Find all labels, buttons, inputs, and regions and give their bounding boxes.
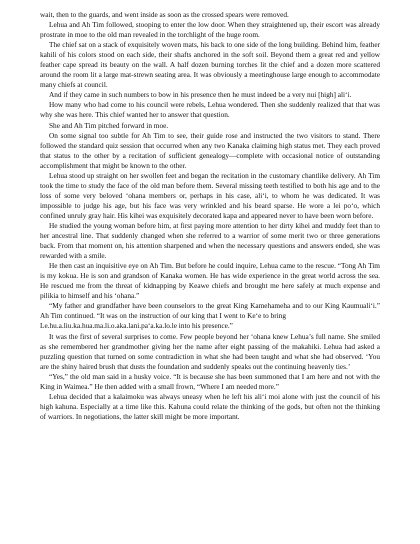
paragraph-15: Lehua decided that a kalaimoku was always uneasy when he left his ali‘i moi alone with just the council of his high kahuna. Especially at a time like this. Kahuna could relate the thinking of the gods, but often not the thinking of warriors. In negotiations, the latter skill might be more important. [40, 391, 380, 421]
paragraph-7: On some signal too subtle for Ah Tim to see, their guide rose and instructed the two visitors to stand. There followed the standard quiz session that occurred when any two Kanaka claiming high status met. They each proved that status to the other by a recitation of sufficient genealogy—complete with occasional notice of outstanding accomplishment that might be known to the other. [40, 130, 380, 170]
paragraph-9: He studied the young woman before him, at first paying more attention to her dirty kihei and muddy feet than to her ancestral line. That suddenly changed when she referred to a warrior of some merit two or three generations back. From that moment on, his attention sharpened and when the necessary questions and answers ended, she was rewarded with a smile. [40, 220, 380, 261]
paragraph-5: How many who had come to his council were rebels, Lehua wondered. Then she suddenly realized that that was why she was here. This chief wanted her to answer that question. [40, 100, 380, 120]
paragraph-8: Lehua stood up straight on her swollen feet and began the recitation in the customary chantlike delivery. Ah Tim took the time to study the face of the old man before them. Several missing teeth testified to both his age and to the loss of some very beloved ‘ohana members or, perhaps in his case, ali‘i, to whom he was dedicated. It was impossible to judge his age, but his face was very wrinkled and his beard sparse. He wore a lei po‘o, which confined unruly gray hair. His kihei was exquisitely decorated kapa and appeared never to have been worn before. [40, 170, 380, 220]
paragraph-14: “Yes,” the old man said in a husky voice. “It is because she has been summoned that I am here and not with the King in Waimea.” He then added with a small frown, “Where I am needed more.” [40, 371, 380, 391]
paragraph-2: Lehua and Ah Tim followed, stooping to enter the low door. When they straightened up, their escort was already prostrate in moe to the old man revealed in the torchlight of the huge room. [40, 20, 380, 40]
paragraph-10: He then cast an inquisitive eye on Ah Tim. But before he could inquire, Lehua came to the rescue. “Tong Ah Tim is my kokua. He is son and grandson of Kanaka women. He has wide experience in the great world across the sea. He rescued me from the threat of kidnapping by Keawe chiefs and brought me here safely at much expense and pilikia to himself and his ‘ohana.” [40, 261, 380, 301]
paragraph-3: The chief sat on a stack of exquisitely woven mats, his back to one side of the long building. Behind him, feather kahili of his colors stood on each side, their shafts anchored in the soft soil. Beyond them a great red and yellow feather cape spread its beauty on the wall. A half dozen burning torches lit the chief and a dozen more scattered around the room lit a large mat-strewn seating area. It was obviously a meetinghouse large enough to accommodate many chiefs at council. [40, 40, 380, 90]
full-name-line: Le.hu.a.liu.ka.hua.ma.li.o.aka.lani.pa‘a.ka.lo.le into his presence.” [40, 321, 233, 331]
paragraph-1: wait, then to the guards, and went inside as soon as the crossed spears were removed. [40, 10, 289, 19]
paragraph-11: “My father and grandfather have been counselors to the great King Kamehameha and to our King Kaumuali‘i.” Ah Tim continued. “It was on the instruction of our king that I went to Ke‘e to bring [40, 301, 380, 321]
paragraph-13: It was the first of several surprises to come. Few people beyond her ‘ohana knew Lehua’s full name. She smiled as she remembered her grandmother giving her the name after eight passing of the makahiki. Lehua had asked a puzzling question that turned on some contradiction in what she had been taught and what she had observed. ‘You are the shiny haired brush that dusts the foundation and suddenly speaks out the continuing heavenly ties.’ [40, 331, 380, 371]
paragraph-6: She and Ah Tim pitched forward in moe. [49, 120, 169, 130]
paragraph-4: And if they came in such numbers to bow in his presence then he must indeed be a very nui [high] ali‘i. [49, 90, 352, 100]
